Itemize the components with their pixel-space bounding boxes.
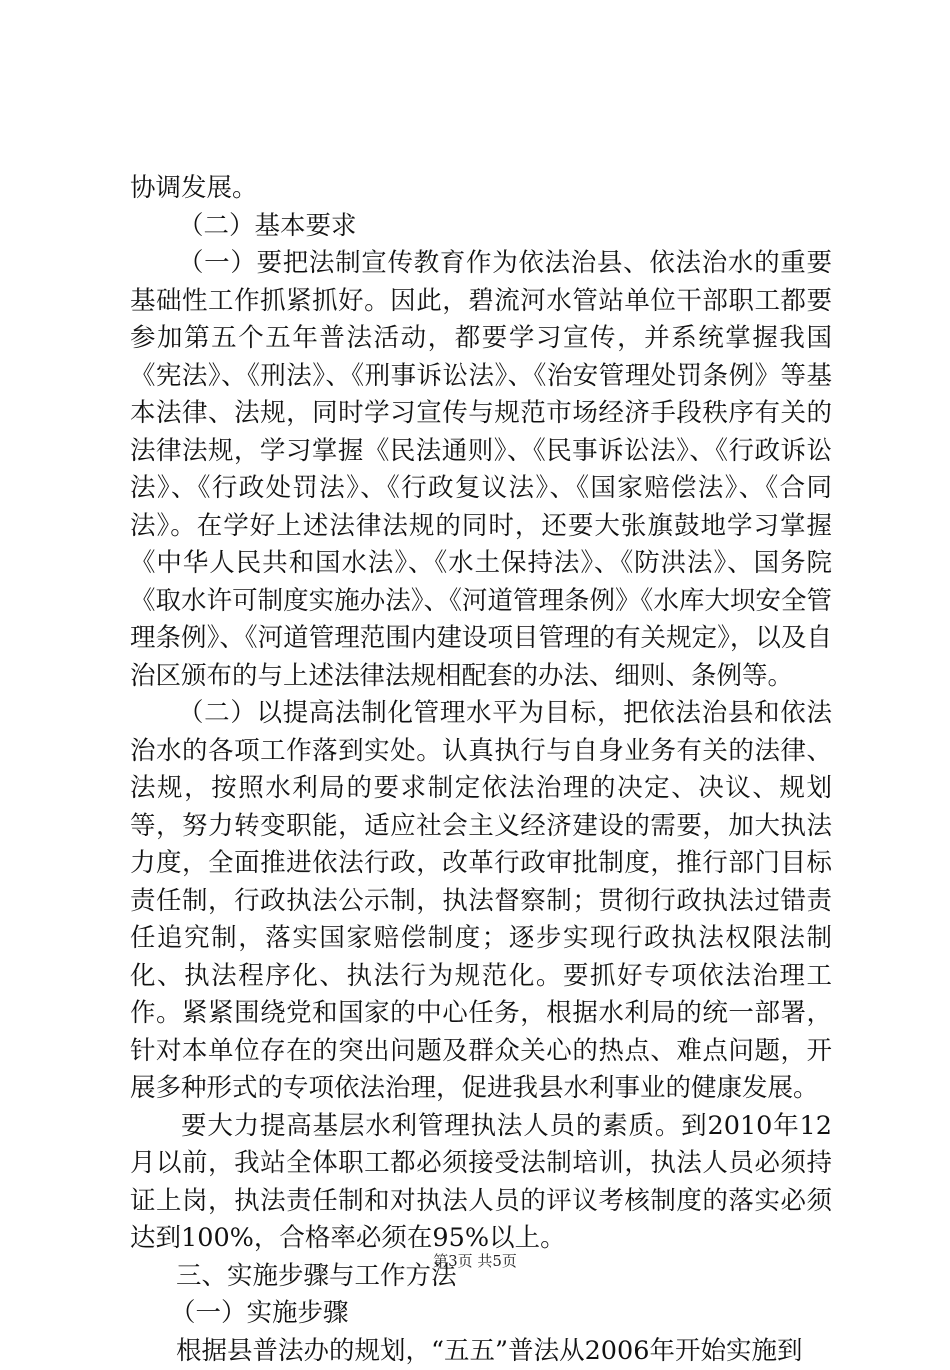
paragraph-staff-quality: 要大力提高基层水利管理执法人员的素质。到2010年12月以前，我站全体职工都必须接受法制培训，执法人员必须持证上岗，执法责任制和对执法人员的评议考核制度的落实必须达到100%，合格率必须在95%以上。 <box>130 1108 832 1258</box>
paragraph-item-2: （二）以提高法制化管理水平为目标，把依法治县和依法治水的各项工作落到实处。认真执行与自身业务有关的法律、法规，按照水利局的要求制定依法治理的决定、决议、规划等，努力转变职能，适应社会主义经济建设的需要，加大执法力度，全面推进依法行政，改革行政审批制度，推行部门目标责任制，行政执法公示制，执法督察制；贯彻行政执法过错责任追究制，落实国家赔偿制度；逐步实现行政执法权限法制化、执法程序化、执法行为规范化。要抓好专项依法治理工作。紧紧围绕党和国家的中心任务，根据水利局的统一部署，针对本单位存在的突出问题及群众关心的热点、难点问题，开展多种形式的专项依法治理，促进我县水利事业的健康发展。 <box>130 695 832 1108</box>
subheading-implementation-steps: （一）实施步骤 <box>130 1295 832 1333</box>
paragraph-item-1: （一）要把法制宣传教育作为依法治县、依法治水的重要基础性工作抓紧抓好。因此，碧流河水管站单位干部职工都要参加第五个五年普法活动，都要学习宣传，并系统掌握我国《宪法》、《刑法》、《刑事诉讼法》、《治安管理处罚条例》等基本法律、法规，同时学习宣传与规范市场经济手段秩序有关的法律法规，学习掌握《民法通则》、《民事诉讼法》、《行政诉讼法》、《行政处罚法》、《行政复议法》、《国家赔偿法》、《合同法》。在学好上述法律法规的同时，还要大张旗鼓地学习掌握《中华人民共和国水法》、《水土保持法》、《防洪法》、国务院《取水许可制度实施办法》、《河道管理条例》《水库大坝安全管理条例》、《河道管理范围内建设项目管理的有关规定》，以及自治区颁布的与上述法律法规相配套的办法、细则、条例等。 <box>130 245 832 695</box>
section-heading-implementation: 三、实施步骤与工作方法 <box>130 1258 832 1296</box>
document-body <box>130 170 832 1370</box>
paragraph-continuation: 协调发展。 <box>130 170 832 208</box>
page-footer: 第3页 共5页 <box>0 1250 950 1271</box>
subheading-basic-requirements: （二）基本要求 <box>130 208 832 246</box>
paragraph-plan-start: 根据县普法办的规划，“五五”普法从2006年开始实施到 <box>130 1333 832 1370</box>
